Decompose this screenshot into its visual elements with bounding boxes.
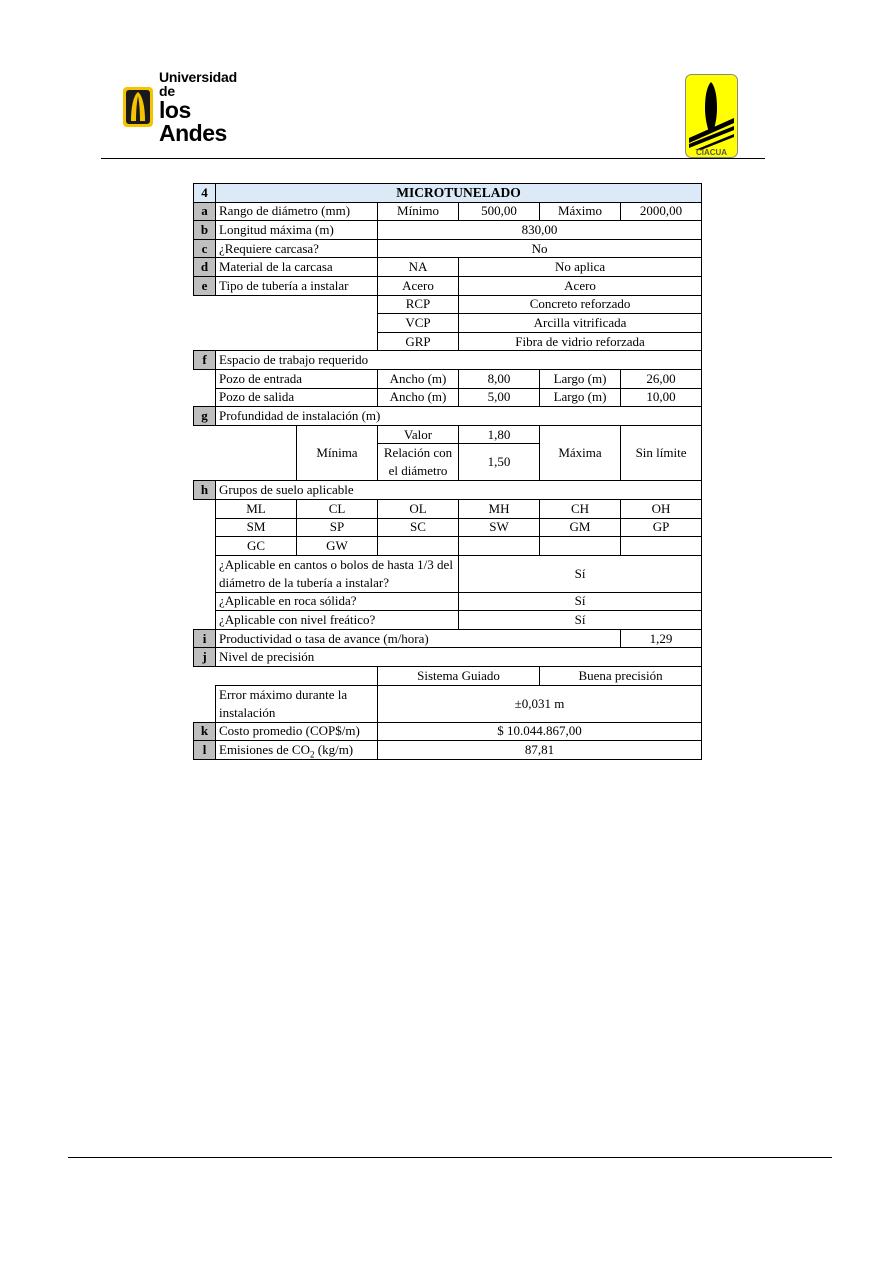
soil-group: CL	[297, 499, 378, 518]
row-value: 1,29	[621, 629, 702, 648]
row-f	[194, 351, 702, 370]
value-label: Valor	[378, 425, 459, 444]
soil-group: SM	[216, 518, 297, 537]
row-b	[194, 221, 702, 240]
ratio-label: Relación con el diámetro	[378, 444, 459, 481]
soil-group: GC	[216, 537, 297, 556]
soil-row	[194, 499, 702, 518]
min-label: Mínimo	[378, 202, 459, 221]
row-letter: h	[194, 481, 216, 500]
pipe-code: GRP	[378, 332, 459, 351]
boulders-row	[194, 555, 702, 592]
row-label: Grupos de suelo aplicable	[216, 481, 702, 500]
boulders-answer: Sí	[459, 555, 702, 592]
row-letter: c	[194, 239, 216, 258]
row-label: Longitud máxima (m)	[216, 221, 378, 240]
row-letter: g	[194, 407, 216, 426]
row-l	[194, 741, 702, 760]
row-e-pipe	[194, 314, 702, 333]
ciacua-tag: CIACUA	[695, 148, 728, 157]
row-j-error	[194, 685, 702, 722]
row-letter: a	[194, 202, 216, 221]
row-f-entry	[194, 369, 702, 388]
row-g-value	[194, 425, 702, 444]
error-label: Error máximo durante la instalación	[216, 685, 378, 722]
row-letter: f	[194, 351, 216, 370]
row-label: Nivel de precisión	[216, 648, 702, 667]
row-label: Profundidad de instalación (m)	[216, 407, 702, 426]
row-i	[194, 629, 702, 648]
soil-group: OL	[378, 499, 459, 518]
min-depth-label: Mínima	[297, 425, 378, 481]
row-a	[194, 202, 702, 221]
row-value: 87,81	[378, 741, 702, 760]
ciacua-logo	[685, 74, 738, 158]
row-label: Productividad o tasa de avance (m/hora)	[216, 629, 621, 648]
length-value: 10,00	[621, 388, 702, 407]
water-row	[194, 611, 702, 630]
pipe-name: Fibra de vidrio reforzada	[459, 332, 702, 351]
value: 1,80	[459, 425, 540, 444]
width-label: Ancho (m)	[378, 388, 459, 407]
rock-row	[194, 592, 702, 611]
length-label: Largo (m)	[540, 369, 621, 388]
width-value: 5,00	[459, 388, 540, 407]
row-label: Tipo de tubería a instalar	[216, 276, 378, 295]
row-j-system	[194, 667, 702, 686]
label-prefix: Emisiones de CO	[219, 742, 310, 758]
soil-row	[194, 537, 702, 556]
min-value: 500,00	[459, 202, 540, 221]
row-label: Material de la carcasa	[216, 258, 378, 277]
row-label: Espacio de trabajo requerido	[216, 351, 702, 370]
error-value: ±0,031 m	[378, 685, 702, 722]
pipe-code: VCP	[378, 314, 459, 333]
water-answer: Sí	[459, 611, 702, 630]
row-e	[194, 276, 702, 295]
row-j	[194, 648, 702, 667]
row-c	[194, 239, 702, 258]
table-number: 4	[194, 184, 216, 203]
row-letter: j	[194, 648, 216, 667]
row-d	[194, 258, 702, 277]
microtunelado-spec-table	[193, 183, 702, 760]
row-label: Rango de diámetro (mm)	[216, 202, 378, 221]
pipe-name: Arcilla vitrificada	[459, 314, 702, 333]
ratio-value: 1,50	[459, 444, 540, 481]
casing-value: No aplica	[459, 258, 702, 277]
row-letter: d	[194, 258, 216, 277]
table-header-row	[194, 184, 702, 203]
label-subscript: 2	[310, 749, 315, 760]
soil-group: MH	[459, 499, 540, 518]
precision-level: Buena precisión	[540, 667, 702, 686]
row-h	[194, 481, 702, 500]
row-letter: i	[194, 629, 216, 648]
width-label: Ancho (m)	[378, 369, 459, 388]
pipe-name: Acero	[459, 276, 702, 295]
uniandes-emblem-icon	[123, 87, 153, 127]
row-k	[194, 722, 702, 741]
row-value: No	[378, 239, 702, 258]
width-value: 8,00	[459, 369, 540, 388]
row-e-pipe	[194, 332, 702, 351]
row-letter: l	[194, 741, 216, 760]
length-label: Largo (m)	[540, 388, 621, 407]
row-label: Costo promedio (COP$/m)	[216, 722, 378, 741]
soil-group: GM	[540, 518, 621, 537]
row-value: $ 10.044.867,00	[378, 722, 702, 741]
row-label: ¿Requiere carcasa?	[216, 239, 378, 258]
soil-group: GW	[297, 537, 378, 556]
soil-row	[194, 518, 702, 537]
max-depth-label: Máxima	[540, 425, 621, 481]
soil-group: SP	[297, 518, 378, 537]
ciacua-emblem-icon	[685, 74, 738, 158]
soil-group: CH	[540, 499, 621, 518]
university-line2: los Andes	[159, 96, 227, 146]
length-value: 26,00	[621, 369, 702, 388]
soil-group: GP	[621, 518, 702, 537]
pipe-code: Acero	[378, 276, 459, 295]
soil-group: ML	[216, 499, 297, 518]
universidad-de-los-andes-logo	[123, 68, 253, 146]
label-suffix: (kg/m)	[314, 742, 354, 758]
row-letter: b	[194, 221, 216, 240]
pipe-code: RCP	[378, 295, 459, 314]
table-title: MICROTUNELADO	[216, 184, 702, 203]
max-label: Máximo	[540, 202, 621, 221]
row-f-exit	[194, 388, 702, 407]
header-rule	[101, 158, 765, 159]
row-e-pipe	[194, 295, 702, 314]
max-value: 2000,00	[621, 202, 702, 221]
soil-group: OH	[621, 499, 702, 518]
max-depth-value: Sin límite	[621, 425, 702, 481]
university-line1: Universidad de	[159, 68, 237, 99]
row-g	[194, 407, 702, 426]
row-label	[216, 741, 378, 760]
footer-rule	[68, 1157, 832, 1158]
guidance-system: Sistema Guiado	[378, 667, 540, 686]
boulders-question: ¿Aplicable en cantos o bolos de hasta 1/3 del diámetro de la tubería a instalar?	[216, 555, 459, 592]
casing-code: NA	[378, 258, 459, 277]
row-value: 830,00	[378, 221, 702, 240]
row-letter: k	[194, 722, 216, 741]
pit-label: Pozo de entrada	[216, 369, 378, 388]
soil-group: SC	[378, 518, 459, 537]
rock-answer: Sí	[459, 592, 702, 611]
row-letter: e	[194, 276, 216, 295]
pit-label: Pozo de salida	[216, 388, 378, 407]
soil-group: SW	[459, 518, 540, 537]
pipe-name: Concreto reforzado	[459, 295, 702, 314]
rock-question: ¿Aplicable en roca sólida?	[216, 592, 459, 611]
water-question: ¿Aplicable con nivel freático?	[216, 611, 459, 630]
